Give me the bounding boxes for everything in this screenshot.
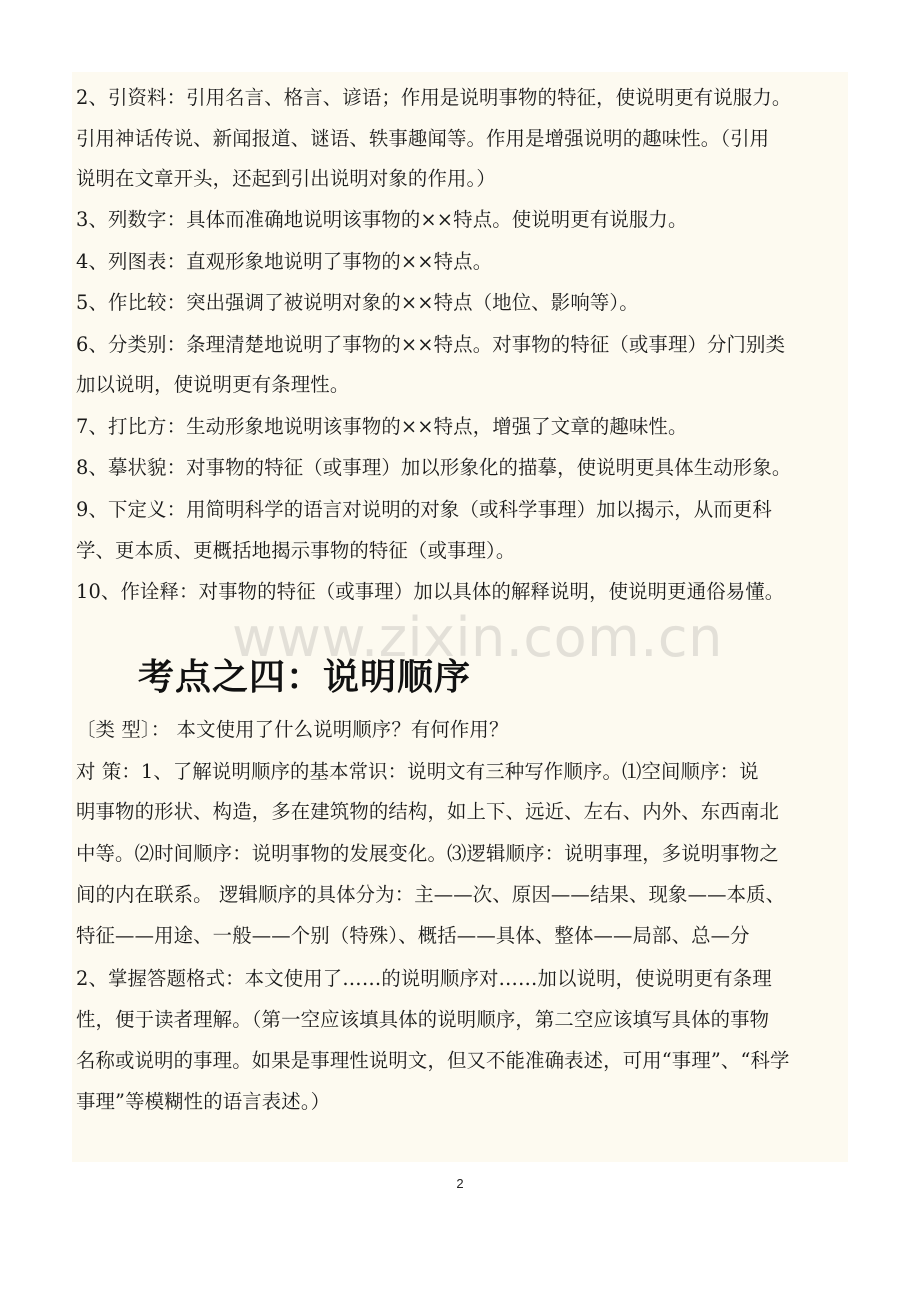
text-line: 7、打比方：生动形象地说明该事物的××特点，增强了文章的趣味性。 [76, 415, 688, 438]
document-page [72, 72, 848, 1162]
text-line: 6、分类别：条理清楚地说明了事物的××特点。对事物的特征（或事理）分门别类 [76, 333, 786, 356]
text-line: 学、更本质、更概括地揭示事物的特征（或事理）。 [76, 539, 516, 562]
text-line: 说明在文章开头，还起到引出说明对象的作用。） [76, 167, 496, 190]
text-line: 9、下定义：用简明科学的语言对说明的对象（或科学事理）加以揭示，从而更科 [76, 498, 772, 521]
text-line: 特征——用途、一般——个别（特殊）、概括——具体、整体——局部、总—分 [76, 924, 750, 947]
section-heading: 考点之四：说明顺序 [138, 657, 472, 698]
text-line: 间的内在联系。 逻辑顺序的具体分为：主——次、原因——结果、现象——本质、 [76, 883, 786, 906]
text-line: 加以说明，使说明更有条理性。 [76, 373, 350, 396]
text-line: 2、引资料：引用名言、格言、谚语；作用是说明事物的特征，使说明更有说服力。 [76, 86, 792, 109]
text-line: 引用神话传说、新闻报道、谜语、轶事趣闻等。作用是增强说明的趣味性。（引用 [76, 127, 770, 150]
text-line: 8、摹状貌：对事物的特征（或事理）加以形象化的描摹，使说明更具体生动形象。 [76, 456, 792, 479]
text-line: 明事物的形状、构造，多在建筑物的结构，如上下、远近、左右、内外、东西南北 [76, 800, 779, 823]
text-line: 中等。⑵时间顺序：说明事物的发展变化。⑶逻辑顺序：说明事理，多说明事物之 [76, 842, 779, 865]
text-line: 〔类 型〕： 本文使用了什么说明顺序？有何作用？ [76, 718, 509, 741]
text-line: 4、列图表：直观形象地说明了事物的××特点。 [76, 250, 493, 273]
watermark: www.zixin.com.cn [232, 606, 723, 669]
text-line: 2、掌握答题格式：本文使用了……的说明顺序对……加以说明，使说明更有条理 [76, 967, 772, 990]
text-line: 对 策：1、了解说明顺序的基本常识：说明文有三种写作顺序。⑴空间顺序：说 [76, 760, 759, 783]
text-line: 10、作诠释：对事物的特征（或事理）加以具体的解释说明，使说明更通俗易懂。 [76, 580, 785, 603]
text-line: 5、作比较：突出强调了被说明对象的××特点（地位、影响等）。 [76, 291, 639, 314]
text-line: 3、列数字：具体而准确地说明该事物的××特点。使说明更有说服力。 [76, 208, 688, 231]
text-line: 事理”等模糊性的语言表述。） [76, 1090, 331, 1113]
text-line: 性，便于读者理解。（第一空应该填具体的说明顺序，第二空应该填写具体的事物 [76, 1008, 770, 1031]
text-line: 名称或说明的事理。如果是事理性说明文，但又不能准确表述，可用“事理”、“科学 [76, 1049, 790, 1072]
page-number: 2 [456, 1176, 464, 1191]
